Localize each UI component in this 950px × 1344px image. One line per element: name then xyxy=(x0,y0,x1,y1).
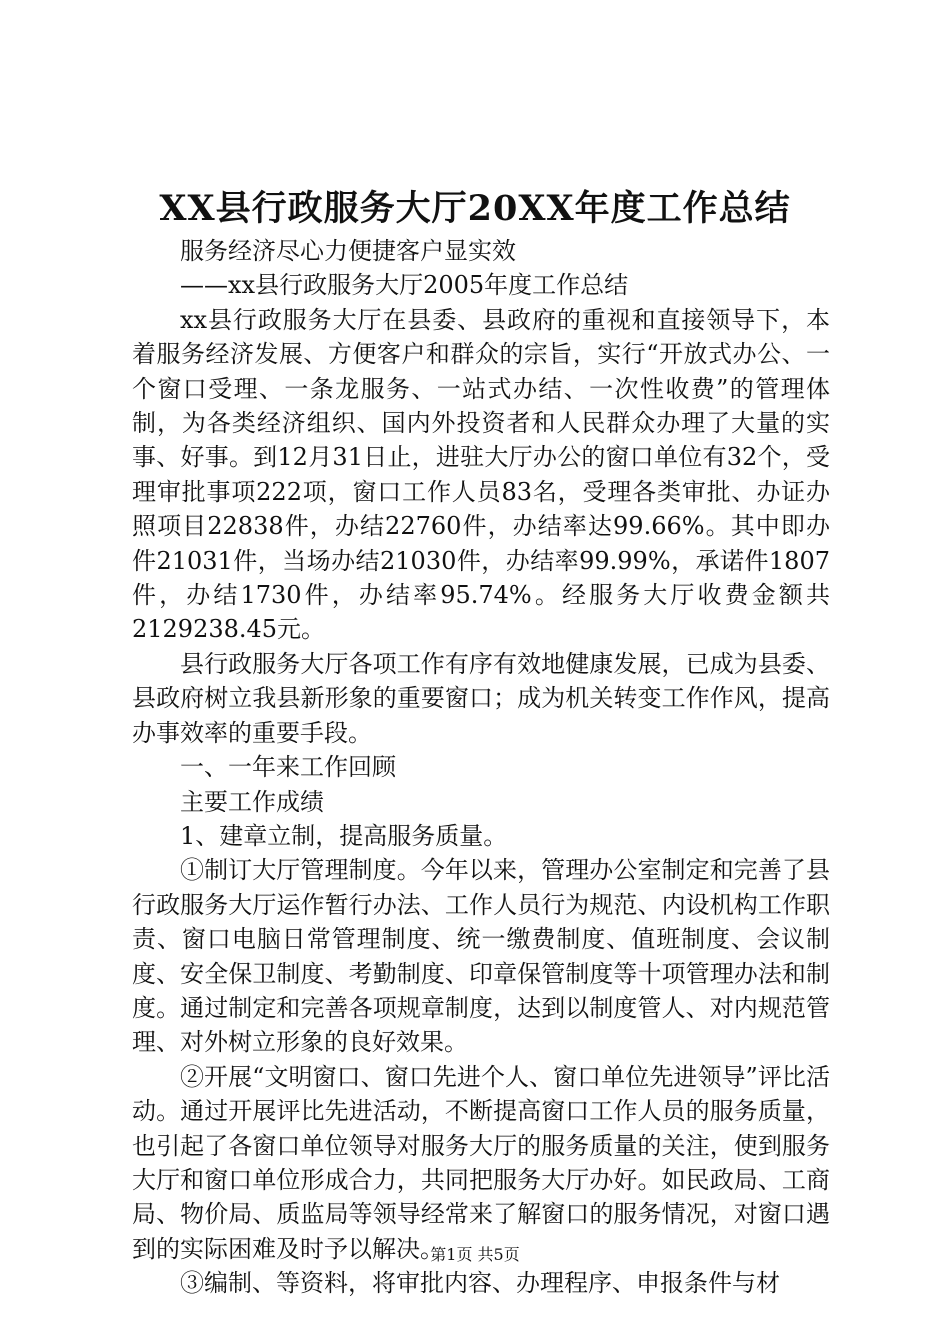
paragraph: xx县行政服务大厅在县委、县政府的重视和直接领导下，本着服务经济发展、方便客户和群众的宗旨，实行“开放式办公、一个窗口受理、一条龙服务、一站式办结、一次性收费”的管理体制，为各类经济组织、国内外投资者和人民群众办理了大量的实事、好事。到12月31日止，进驻大厅办公的窗口单位有32个，受理审批事项222项，窗口工作人员83名，受理各类审批、办证办照项目22838件，办结22760件，办结率达99.66%。其中即办件21031件，当场办结21030件，办结率99.99%，承诺件1807件，办结1730件，办结率95.74%。经服务大厅收费金额共2129238.45元。 xyxy=(132,305,830,644)
section-heading: 一、一年来工作回顾 xyxy=(180,753,396,782)
page-number: 第1页 共5页 xyxy=(430,1245,520,1264)
subsection-heading: 主要工作成绩 xyxy=(180,787,324,816)
item-heading: 1、建章立制，提高服务质量。 xyxy=(180,821,508,850)
document-title: XX县行政服务大厅20XX年度工作总结 xyxy=(159,188,791,229)
document-body xyxy=(132,234,830,1301)
paragraph: ②开展“文明窗口、窗口先进个人、窗口单位先进领导”评比活动。通过开展评比先进活动，不断提高窗口工作人员的服务质量，也引起了各窗口单位领导对服务大厅的服务质量的关注，使到服务大厅和窗口单位形成合力，共同把服务大厅办好。如民政局、工商局、物价局、质监局等领导经常来了解窗口的服务情况，对窗口遇到的实际困难及时予以解决。 xyxy=(132,1062,830,1263)
subtitle: 服务经济尽心力便捷客户显实效 xyxy=(180,237,516,265)
paragraph: ③编制、等资料，将审批内容、办理程序、申报条件与材 xyxy=(180,1269,780,1298)
subtitle-source: ——xx县行政服务大厅2005年度工作总结 xyxy=(180,271,629,300)
paragraph: ①制订大厅管理制度。今年以来，管理办公室制定和完善了县行政服务大厅运作暂行办法、工作人员行为规范、内设机构工作职责、窗口电脑日常管理制度、统一缴费制度、值班制度、会议制度、安全保卫制度、考勤制度、印章保管制度等十项管理办法和制度。通过制定和完善各项规章制度，达到以制度管人、对内规范管理、对外树立形象的良好效果。 xyxy=(132,856,830,1057)
paragraph: 县行政服务大厅各项工作有序有效地健康发展，已成为县委、县政府树立我县新形象的重要窗口；成为机关转变工作作风，提高办事效率的重要手段。 xyxy=(132,649,830,747)
